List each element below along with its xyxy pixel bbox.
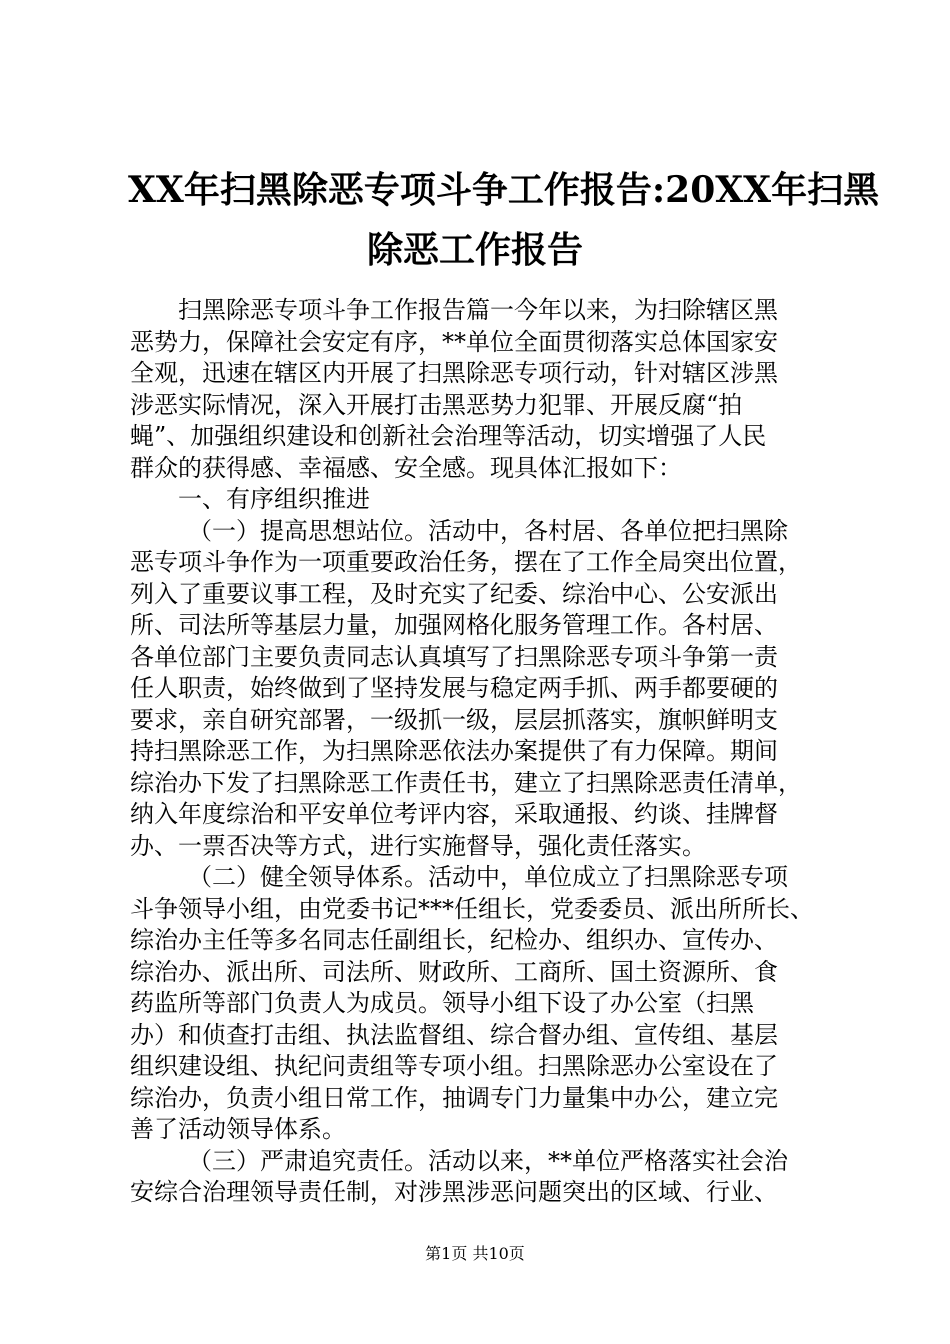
paragraph-3-line-7: 组织建设组、执纪问责组等专项小组。扫黑除恶办公室设在了 [130,1052,778,1080]
paragraph-2-line-10: 纳入年度综治和平安单位考评内容，采取通报、约谈、挂牌督 [130,800,778,828]
paragraph-2-line-7: 要求，亲自研究部署，一级抓一级，层层抓落实，旗帜鲜明支 [130,705,778,734]
paragraph-2-line-9: 综治办下发了扫黑除恶工作责任书，建立了扫黑除恶责任清单， [130,768,802,797]
paragraph-3-line-9: 善了活动领导体系。 [130,1115,346,1143]
paragraph-3-line-6: 办）和侦查打击组、执法监督组、综合督办组、宣传组、基层 [130,1020,778,1049]
paragraph-3-line-8: 综治办，负责小组日常工作，抽调专门力量集中办公，建立完 [130,1083,778,1112]
paragraph-2-line-11: 办、一票否决等方式，进行实施督导，强化责任落实。 [130,831,706,860]
section-heading-1: 一、有序组织推进 [178,485,370,513]
paragraph-2-line-8: 持扫黑除恶工作，为扫黑除恶依法办案提供了有力保障。期间 [130,737,778,765]
paragraph-2-line-1: （一）提高思想站位。活动中，各村居、各单位把扫黑除 [188,516,788,545]
title-line-1: XX年扫黑除恶专项斗争工作报告:20XX年扫黑 [128,169,880,211]
page-footer [0,1243,950,1265]
paragraph-1-line-3: 全观，迅速在辖区内开展了扫黑除恶专项行动，针对辖区涉黑 [130,359,778,387]
paragraph-1-line-6: 群众的获得感、幸福感、安全感。现具体汇报如下： [130,453,682,482]
paragraph-3-line-3: 综治办主任等多名同志任副组长，纪检办、组织办、宣传办、 [130,926,778,954]
paragraph-2-line-5: 各单位部门主要负责同志认真填写了扫黑除恶专项斗争第一责 [130,642,778,671]
paragraph-2-line-3: 列入了重要议事工程，及时充实了纪委、综治中心、公安派出 [130,579,778,608]
paragraph-3-line-2: 斗争领导小组，由党委书记***任组长，党委委员、派出所所长、 [130,894,814,923]
paragraph-1-line-1: 扫黑除恶专项斗争工作报告篇一今年以来，为扫除辖区黑 [178,296,778,324]
title-line-2: 除恶工作报告 [366,229,583,271]
paragraph-3-line-4: 综治办、派出所、司法所、财政所、工商所、国土资源所、食 [130,957,778,986]
paragraph-1-line-4: 涉恶实际情况，深入开展打击黑恶势力犯罪、开展反腐“拍 [130,390,743,419]
paragraph-4-line-2: 安综合治理领导责任制，对涉黑涉恶问题突出的区域、行业、 [130,1178,778,1206]
page-number-label: 第1页 共10页 [425,1244,525,1263]
document-title [128,160,880,280]
document-body [130,295,830,1209]
paragraph-1-line-5: 蝇”、加强组织建设和创新社会治理等活动，切实增强了人民 [130,422,767,450]
paragraph-4-line-1: （三）严肃追究责任。活动以来，**单位严格落实社会治 [188,1146,788,1175]
paragraph-2-line-6: 任人职责，始终做到了坚持发展与稳定两手抓、两手都要硬的 [130,674,778,702]
paragraph-3-line-1: （二）健全领导体系。活动中，单位成立了扫黑除恶专项 [188,863,788,891]
paragraph-3-line-5: 药监所等部门负责人为成员。领导小组下设了办公室（扫黑 [130,989,754,1017]
paragraph-2-line-4: 所、司法所等基层力量，加强网格化服务管理工作。各村居、 [130,611,778,639]
paragraph-2-line-2: 恶专项斗争作为一项重要政治任务，摆在了工作全局突出位置， [130,548,802,576]
paragraph-1-line-2: 恶势力，保障社会安定有序，**单位全面贯彻落实总体国家安 [130,327,778,356]
